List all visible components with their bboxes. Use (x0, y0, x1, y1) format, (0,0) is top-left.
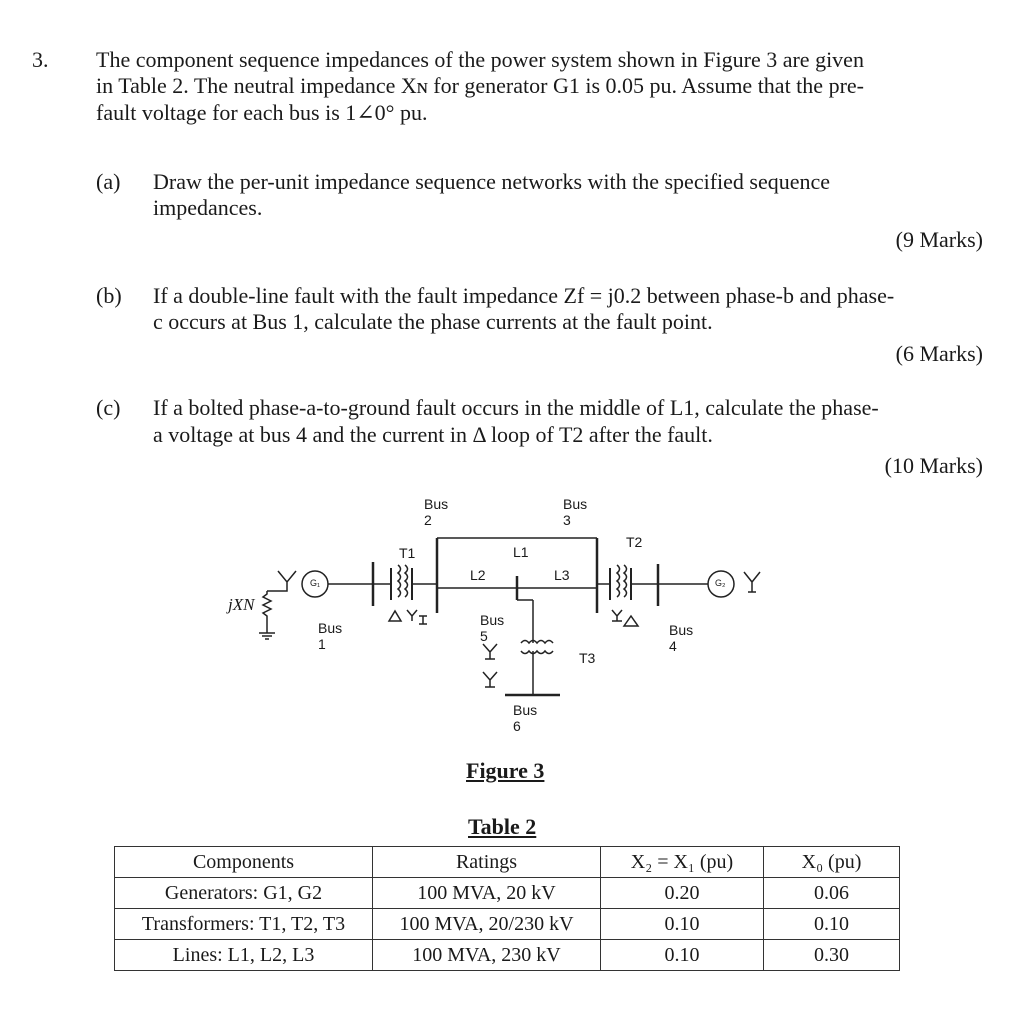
table-cell: Lines: L1, L2, L3 (115, 940, 373, 971)
question-number: 3. (32, 47, 49, 72)
t1-coil (398, 565, 408, 597)
table-header: Ratings (373, 847, 601, 878)
table-cell: 100 MVA, 20/230 kV (373, 909, 601, 940)
intro-line-3: fault voltage for each bus is 1∠0° pu. (96, 100, 428, 125)
label-l1: L1 (513, 544, 529, 560)
diagram-svg (215, 488, 610, 723)
table-cell: 0.10 (601, 940, 764, 971)
table-row (115, 878, 900, 909)
neutral-impedance (263, 591, 271, 633)
t2-wye (612, 610, 622, 621)
part-c-line-1: If a bolted phase-a-to-ground fault occurs in the middle of L1, calculate the phase- (153, 395, 879, 420)
label-bus6: Bus 6 (513, 702, 538, 734)
table-header: X₂ = X₁ (pu) (601, 847, 764, 878)
impedance-table (114, 846, 900, 971)
label-bus3: Bus 3 (563, 496, 588, 528)
figure-caption: Figure 3 (466, 758, 545, 783)
part-c-line-2: a voltage at bus 4 and the current in Δ loop of T2 after the fault. (153, 422, 713, 447)
table-cell: 100 MVA, 230 kV (373, 940, 601, 971)
table-cell: 0.10 (764, 909, 900, 940)
table-caption: Table 2 (468, 814, 537, 839)
table-row (115, 940, 900, 971)
table-row (115, 909, 900, 940)
diagram-right-svg (590, 530, 820, 640)
part-b-line-2: c occurs at Bus 1, calculate the phase currents at the fault point. (153, 309, 713, 334)
table-cell: 0.20 (601, 878, 764, 909)
label-bus1: Bus 1 (318, 620, 343, 652)
label-l3: L3 (554, 567, 570, 583)
part-a-line-1: Draw the per-unit impedance sequence networks with the specified sequence (153, 169, 831, 194)
label-l2: L2 (470, 567, 486, 583)
power-system-diagram (215, 488, 610, 723)
part-b-line-1: If a double-line fault with the fault impedance Zf = j0.2 between phase-b and phase- (153, 283, 895, 308)
part-c-marks: (10 Marks) (884, 453, 983, 478)
t1-wye (407, 610, 427, 624)
table-cell: 0.30 (764, 940, 900, 971)
intro-line-1: The component sequence impedances of the power system shown in Figure 3 are given (96, 47, 864, 72)
part-b-label: (b) (96, 283, 122, 308)
label-jxn: jXN (228, 595, 255, 614)
table-cell: 100 MVA, 20 kV (373, 878, 601, 909)
t2-delta (624, 616, 638, 626)
intro-line-2: in Table 2. The neutral impedance Xɴ for generator G1 is 0.05 pu. Assume that the pre- (96, 73, 864, 98)
part-a-marks: (9 Marks) (895, 227, 983, 252)
label-g1: G₁ (310, 578, 321, 588)
part-a-line-2: impedances. (153, 195, 263, 220)
table-header: X₀ (pu) (764, 847, 900, 878)
table-header-row (115, 847, 900, 878)
label-bus4: Bus 4 (669, 622, 694, 654)
part-a-label: (a) (96, 169, 121, 194)
label-t3: T3 (579, 650, 596, 666)
label-t1: T1 (399, 545, 416, 561)
part-b-marks: (6 Marks) (895, 341, 983, 366)
t2-coil (617, 565, 627, 597)
table-cell: Transformers: T1, T2, T3 (115, 909, 373, 940)
wye-g1 (267, 571, 296, 591)
table-header: Components (115, 847, 373, 878)
part-c-label: (c) (96, 395, 121, 420)
label-bus2: Bus 2 (424, 496, 449, 528)
label-g2: G₂ (715, 578, 726, 588)
label-t2: T2 (626, 534, 643, 550)
table-cell: 0.06 (764, 878, 900, 909)
t3-wye-1 (483, 644, 497, 659)
table-cell: Generators: G1, G2 (115, 878, 373, 909)
label-bus5: Bus 5 (480, 612, 505, 644)
wye-g2 (744, 572, 760, 592)
t1-delta (389, 611, 401, 621)
t3-coil (521, 641, 553, 644)
t3-wye-2 (483, 672, 497, 687)
table-cell: 0.10 (601, 909, 764, 940)
